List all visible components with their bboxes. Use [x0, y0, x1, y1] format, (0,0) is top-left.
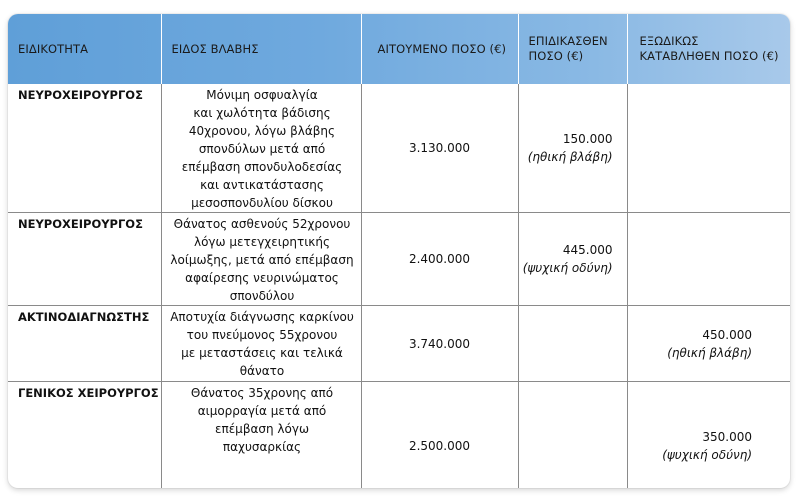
cell-specialty: ΝΕΥΡΟΧΕΙΡΟΥΡΓΟΣ: [8, 213, 161, 306]
damage-line: σπονδύλου: [229, 289, 295, 303]
damage-line: λοίμωξης, μετά από επέμβαση: [170, 253, 354, 267]
cell-awarded: [518, 382, 627, 489]
header-damage-type: ΕΙΔΟΣ ΒΛΑΒΗΣ: [161, 14, 361, 84]
cell-requested: 3.130.000: [361, 84, 518, 213]
cell-requested: 3.740.000: [361, 306, 518, 382]
damage-line: του πνεύμονος 55χρονου: [186, 328, 338, 342]
damage-line: και χωλότητα βάδισης: [193, 106, 331, 120]
table-row: [8, 306, 790, 382]
header-requested: ΑΙΤΟΥΜΕΝΟ ΠΟΣΟ (€): [361, 14, 518, 84]
cell-damage-type: [161, 84, 361, 213]
table-row: [8, 213, 790, 306]
damage-line: επέμβαση λόγω: [214, 422, 310, 436]
damage-line: Θάνατος 35χρονης από: [190, 386, 334, 400]
damage-line: επέμβαση σπονδυλοδεσίας: [181, 160, 343, 174]
cell-settled: [627, 382, 790, 489]
damage-line: Θάνατος ασθενούς 52χρονου: [173, 217, 351, 231]
damage-line: μεσοσπονδυλίου δίσκου: [191, 196, 333, 210]
malpractice-table: [8, 14, 790, 488]
damage-line: αφαίρεσης νευρινώματος: [185, 271, 339, 285]
cell-damage-type: [161, 306, 361, 382]
header-settled: ΕΞΩΔΙΚΩΣ ΚΑΤΑΒΛΗΘΕΝ ΠΟΣΟ (€): [639, 34, 779, 63]
cell-requested: 2.400.000: [361, 213, 518, 306]
header-specialty: ΕΙΔΙΚΟΤΗΤΑ: [8, 14, 161, 84]
cell-settled: [627, 84, 790, 213]
cell-damage-type: [161, 382, 361, 489]
cell-specialty: ΓΕΝΙΚΟΣ ΧΕΙΡΟΥΡΓΟΣ: [8, 382, 161, 489]
damage-line: με μεταστάσεις και τελικά: [181, 346, 343, 360]
table-card: [8, 14, 790, 488]
awarded-note: (ηθική βλάβη): [527, 150, 613, 164]
cell-awarded: [518, 213, 627, 306]
cell-settled: [627, 306, 790, 382]
cell-requested: [361, 382, 518, 489]
cell-settled: [627, 213, 790, 306]
awarded-note: (ψυχική οδύνη): [522, 261, 613, 275]
damage-line: λόγω μετεγχειρητικής: [193, 235, 331, 249]
table-row: [8, 382, 790, 489]
damage-line: Μόνιμη οσφυαλγία: [206, 88, 318, 102]
table-row: [8, 84, 790, 213]
header-awarded: ΕΠΙΔΙΚΑΣΘΕΝ ΠΟΣΟ (€): [518, 14, 627, 84]
settled-note: (ψυχική οδύνη): [662, 447, 752, 462]
awarded-value: 445.000: [562, 243, 613, 257]
damage-line: και αντικατάστασης: [200, 178, 324, 192]
cell-awarded: [518, 84, 627, 213]
damage-line: παχυσαρκίας: [222, 440, 302, 454]
cell-specialty: ΑΚΤΙΝΟΔΙΑΓΝΩΣΤΗΣ: [8, 306, 161, 382]
cell-awarded: [518, 306, 627, 382]
damage-line: σπονδύλων μετά από: [198, 142, 326, 156]
damage-line: Αποτυχία διάγνωσης καρκίνου: [170, 310, 354, 324]
table-header-row: [8, 14, 790, 84]
damage-line: 40χρονου, λόγω βλάβης: [188, 124, 336, 138]
cell-specialty: ΝΕΥΡΟΧΕΙΡΟΥΡΓΟΣ: [8, 84, 161, 213]
settled-value: 350.000: [702, 429, 752, 444]
settled-note: (ηθική βλάβη): [667, 345, 752, 360]
settled-value: 450.000: [702, 327, 752, 342]
damage-line: αιμορραγία μετά από: [197, 404, 327, 418]
damage-line: θάνατο: [239, 364, 285, 378]
awarded-value: 150.000: [562, 132, 613, 146]
requested-value: 2.500.000: [408, 438, 471, 453]
cell-damage-type: [161, 213, 361, 306]
